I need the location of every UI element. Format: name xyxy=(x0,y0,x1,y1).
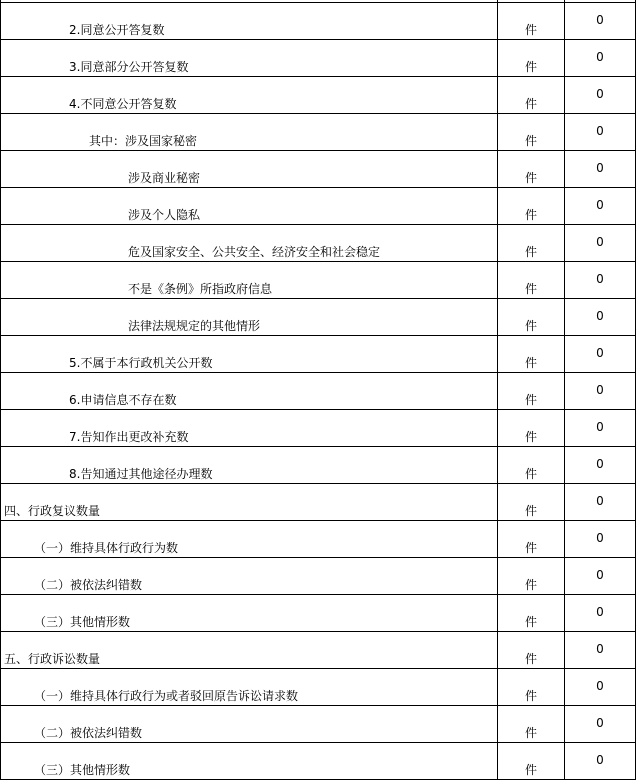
item-cell xyxy=(1,447,498,484)
value-cell: 0 xyxy=(565,114,636,151)
value-cell: 0 xyxy=(565,40,636,77)
item-cell xyxy=(1,595,498,632)
value-cell: 0 xyxy=(565,706,636,743)
item-label: （一）维持具体行政行为或者驳回原告诉讼请求数 xyxy=(34,689,299,703)
item-cell xyxy=(1,632,498,669)
item-label: 8.告知通过其他途径办理数 xyxy=(69,467,213,481)
value-cell: 0 xyxy=(565,262,636,299)
section-heading: 五、行政诉讼数量 xyxy=(4,652,101,666)
item-label: 危及国家安全、公共安全、经济安全和社会稳定 xyxy=(128,245,381,259)
item-cell xyxy=(1,262,498,299)
value-cell: 0 xyxy=(565,558,636,595)
item-label: 4.不同意公开答复数 xyxy=(69,97,177,111)
table-row xyxy=(1,595,636,632)
value-cell: 0 xyxy=(565,299,636,336)
unit-cell: 件 xyxy=(498,3,565,40)
table-row xyxy=(1,743,636,780)
value-cell: 0 xyxy=(565,595,636,632)
value-cell: 0 xyxy=(565,669,636,706)
item-label: 涉及商业秘密 xyxy=(128,171,201,185)
table-row xyxy=(1,225,636,262)
unit-cell: 件 xyxy=(498,151,565,188)
item-label: 其中：涉及国家秘密 xyxy=(89,134,198,148)
table-row xyxy=(1,484,636,521)
unit-cell: 件 xyxy=(498,188,565,225)
item-label: （三）其他情形数 xyxy=(34,615,131,629)
unit-cell: 件 xyxy=(498,447,565,484)
table-row xyxy=(1,299,636,336)
item-cell xyxy=(1,669,498,706)
unit-cell: 件 xyxy=(498,410,565,447)
unit-cell: 件 xyxy=(498,262,565,299)
section-heading: 四、行政复议数量 xyxy=(4,504,101,518)
item-label: （三）其他情形数 xyxy=(34,763,131,777)
unit-cell: 件 xyxy=(498,521,565,558)
table-row xyxy=(1,558,636,595)
value-cell: 0 xyxy=(565,484,636,521)
item-cell xyxy=(1,225,498,262)
table-row xyxy=(1,521,636,558)
item-label: （二）被依法纠错数 xyxy=(34,578,143,592)
value-cell: 0 xyxy=(565,77,636,114)
item-label: 6.申请信息不存在数 xyxy=(69,393,177,407)
item-cell xyxy=(1,410,498,447)
table-row xyxy=(1,336,636,373)
unit-cell: 件 xyxy=(498,595,565,632)
value-cell: 0 xyxy=(565,521,636,558)
item-label: （二）被依法纠错数 xyxy=(34,726,143,740)
item-cell xyxy=(1,299,498,336)
table-row xyxy=(1,151,636,188)
item-cell xyxy=(1,151,498,188)
item-label: 涉及个人隐私 xyxy=(128,208,201,222)
item-label: 7.告知作出更改补充数 xyxy=(69,430,189,444)
unit-cell: 件 xyxy=(498,669,565,706)
unit-cell: 件 xyxy=(498,336,565,373)
item-label: （一）维持具体行政行为数 xyxy=(34,541,179,555)
item-label: 3.同意部分公开答复数 xyxy=(69,60,189,74)
unit-cell: 件 xyxy=(498,632,565,669)
table-row xyxy=(1,373,636,410)
table-row xyxy=(1,262,636,299)
table-row xyxy=(1,40,636,77)
unit-cell: 件 xyxy=(498,299,565,336)
value-cell: 0 xyxy=(565,447,636,484)
unit-cell: 件 xyxy=(498,40,565,77)
table-row xyxy=(1,77,636,114)
unit-cell: 件 xyxy=(498,558,565,595)
value-cell: 0 xyxy=(565,225,636,262)
value-cell: 0 xyxy=(565,188,636,225)
table-row xyxy=(1,410,636,447)
unit-cell: 件 xyxy=(498,77,565,114)
table-row xyxy=(1,3,636,40)
item-cell xyxy=(1,706,498,743)
item-cell xyxy=(1,3,498,40)
table-row xyxy=(1,706,636,743)
item-cell xyxy=(1,521,498,558)
value-cell: 0 xyxy=(565,151,636,188)
value-cell: 0 xyxy=(565,373,636,410)
unit-cell: 件 xyxy=(498,114,565,151)
item-cell xyxy=(1,558,498,595)
unit-cell: 件 xyxy=(498,743,565,780)
table-row xyxy=(1,114,636,151)
item-cell xyxy=(1,188,498,225)
item-cell xyxy=(1,40,498,77)
item-cell xyxy=(1,373,498,410)
value-cell: 0 xyxy=(565,632,636,669)
table-row xyxy=(1,447,636,484)
item-cell xyxy=(1,484,498,521)
table-row xyxy=(1,632,636,669)
item-cell xyxy=(1,77,498,114)
unit-cell: 件 xyxy=(498,225,565,262)
item-label: 法律法规规定的其他情形 xyxy=(128,319,261,333)
table-row xyxy=(1,188,636,225)
unit-cell: 件 xyxy=(498,484,565,521)
item-cell xyxy=(1,114,498,151)
unit-cell: 件 xyxy=(498,706,565,743)
table-row xyxy=(1,669,636,706)
value-cell: 0 xyxy=(565,743,636,780)
item-cell xyxy=(1,336,498,373)
item-cell xyxy=(1,743,498,780)
value-cell: 0 xyxy=(565,410,636,447)
item-label: 不是《条例》所指政府信息 xyxy=(128,282,273,296)
value-cell: 0 xyxy=(565,336,636,373)
unit-cell: 件 xyxy=(498,373,565,410)
item-label: 2.同意公开答复数 xyxy=(69,23,165,37)
item-label: 5.不属于本行政机关公开数 xyxy=(69,356,213,370)
value-cell: 0 xyxy=(565,3,636,40)
